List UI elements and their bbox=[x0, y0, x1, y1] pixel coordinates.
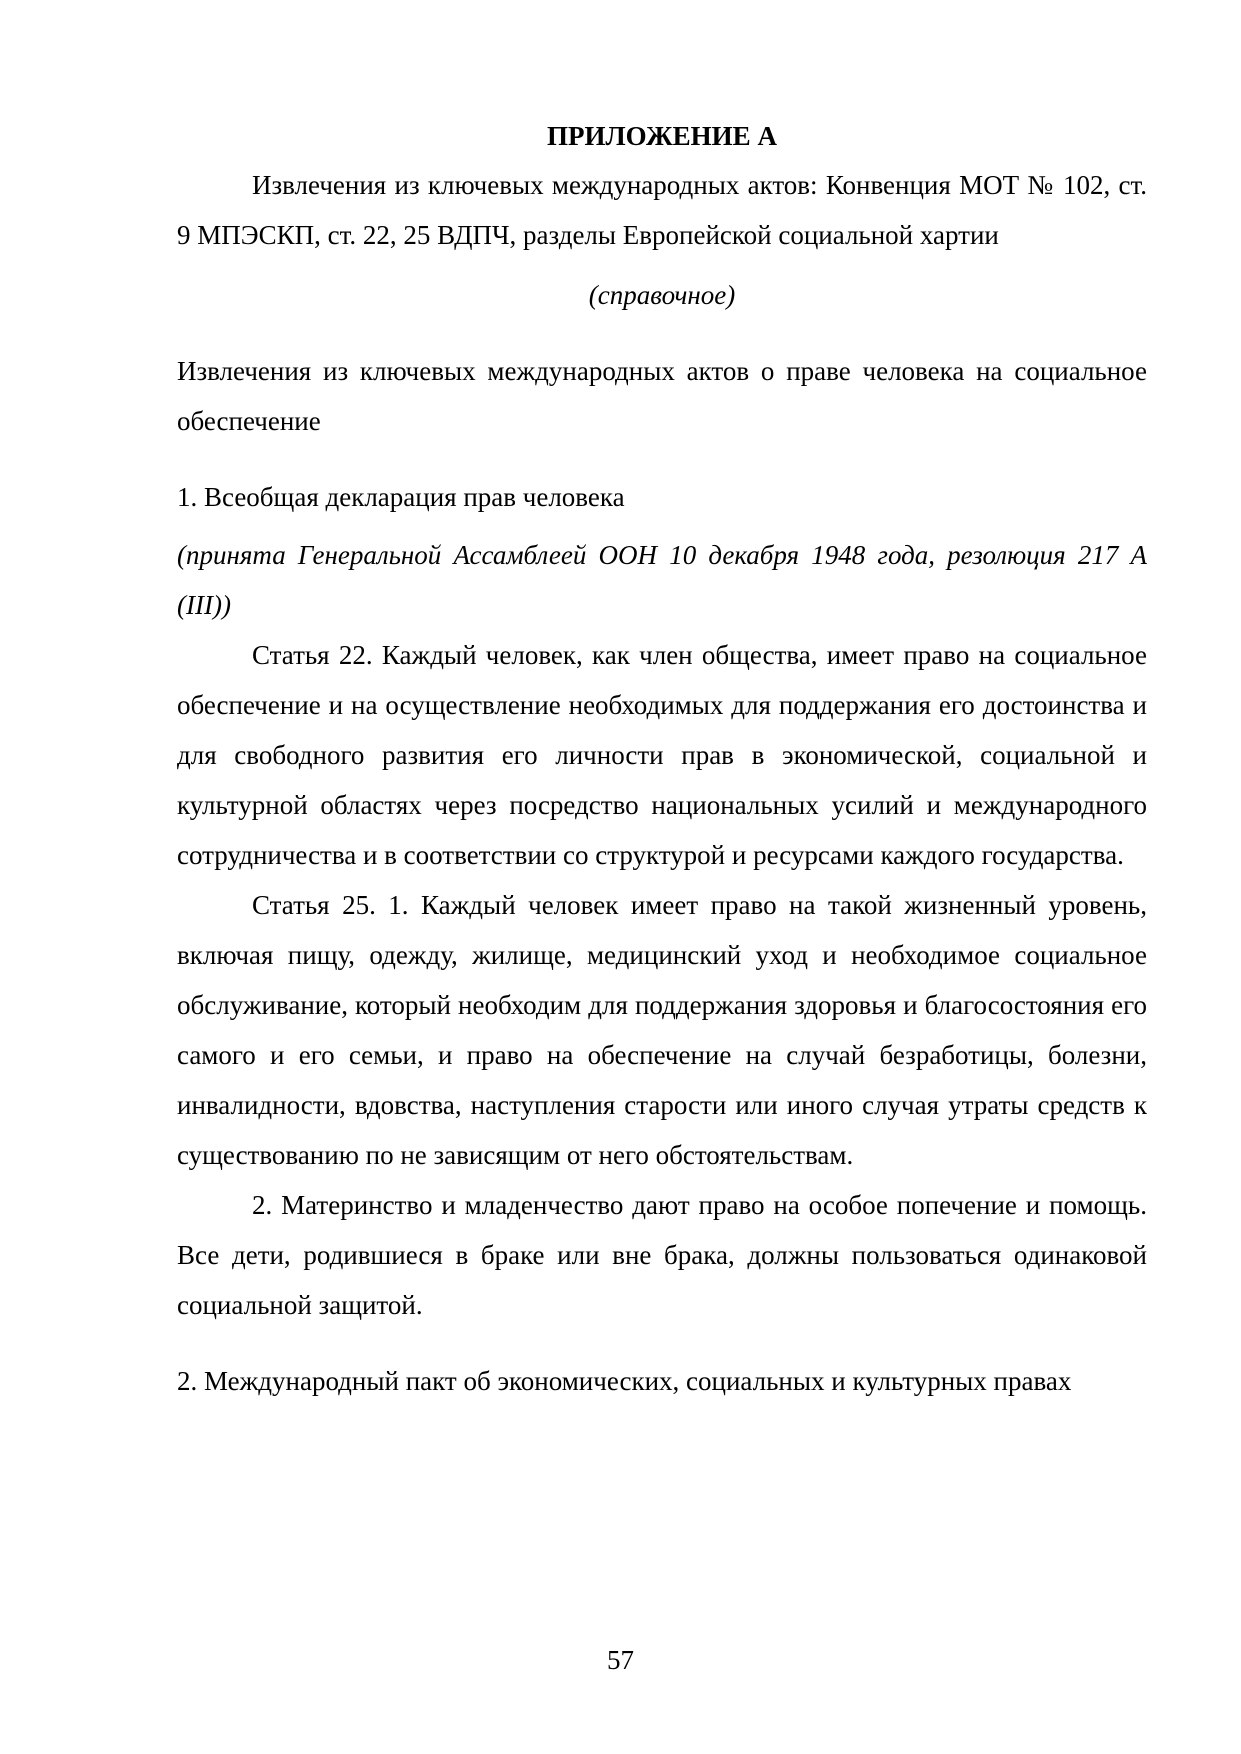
appendix-annotation: (справочное) bbox=[588, 280, 736, 310]
page-number: 57 bbox=[607, 1645, 634, 1675]
article-22-paragraph: Статья 22. Каждый человек, как член общества, имеет право на социальное обеспечение и на осуществление необходимых для поддержания его достоинства и для свободного развития его личности прав в экономической, социальной и культурной областях через посредство национальных усилий и международного сотрудничества и в соответствии со структурой и ресурсами каждого государства. bbox=[177, 640, 1147, 870]
section-1-adopted-note: (принята Генеральной Ассамблеей ООН 10 декабря 1948 года, резолюция 217 А (III)) bbox=[177, 540, 1147, 620]
appendix-subtitle: Извлечения из ключевых международных актов: Конвенция МОТ № 102, ст. 9 МПЭСКП, ст. 22, 25 ВДПЧ, разделы Европейской социальной хартии bbox=[177, 170, 1147, 250]
section-2-title: 2. Международный пакт об экономических, социальных и культурных правах bbox=[177, 1366, 1072, 1396]
appendix-heading: ПРИЛОЖЕНИЕ А bbox=[547, 121, 777, 151]
page-content bbox=[177, 112, 1147, 1406]
article-25-1-paragraph: Статья 25. 1. Каждый человек имеет право на такой жизненный уровень, включая пищу, одежду, жилище, медицинский уход и необходимое социальное обслуживание, который необходим для поддержания здоровья и благосостояния его самого и его семьи, и право на обеспечение на случай безработицы, болезни, инвалидности, вдовства, наступления старости или иного случая утраты средств к существованию по не зависящим от него обстоятельствам. bbox=[177, 890, 1147, 1170]
section-1-title: 1. Всеобщая декларация прав человека bbox=[177, 482, 625, 512]
intro-paragraph: Извлечения из ключевых международных актов о праве человека на социальное обеспечение bbox=[177, 356, 1147, 436]
article-25-2-paragraph: 2. Материнство и младенчество дают право на особое попечение и помощь. Все дети, родившиеся в браке или вне брака, должны пользоваться одинаковой социальной защитой. bbox=[177, 1190, 1147, 1320]
